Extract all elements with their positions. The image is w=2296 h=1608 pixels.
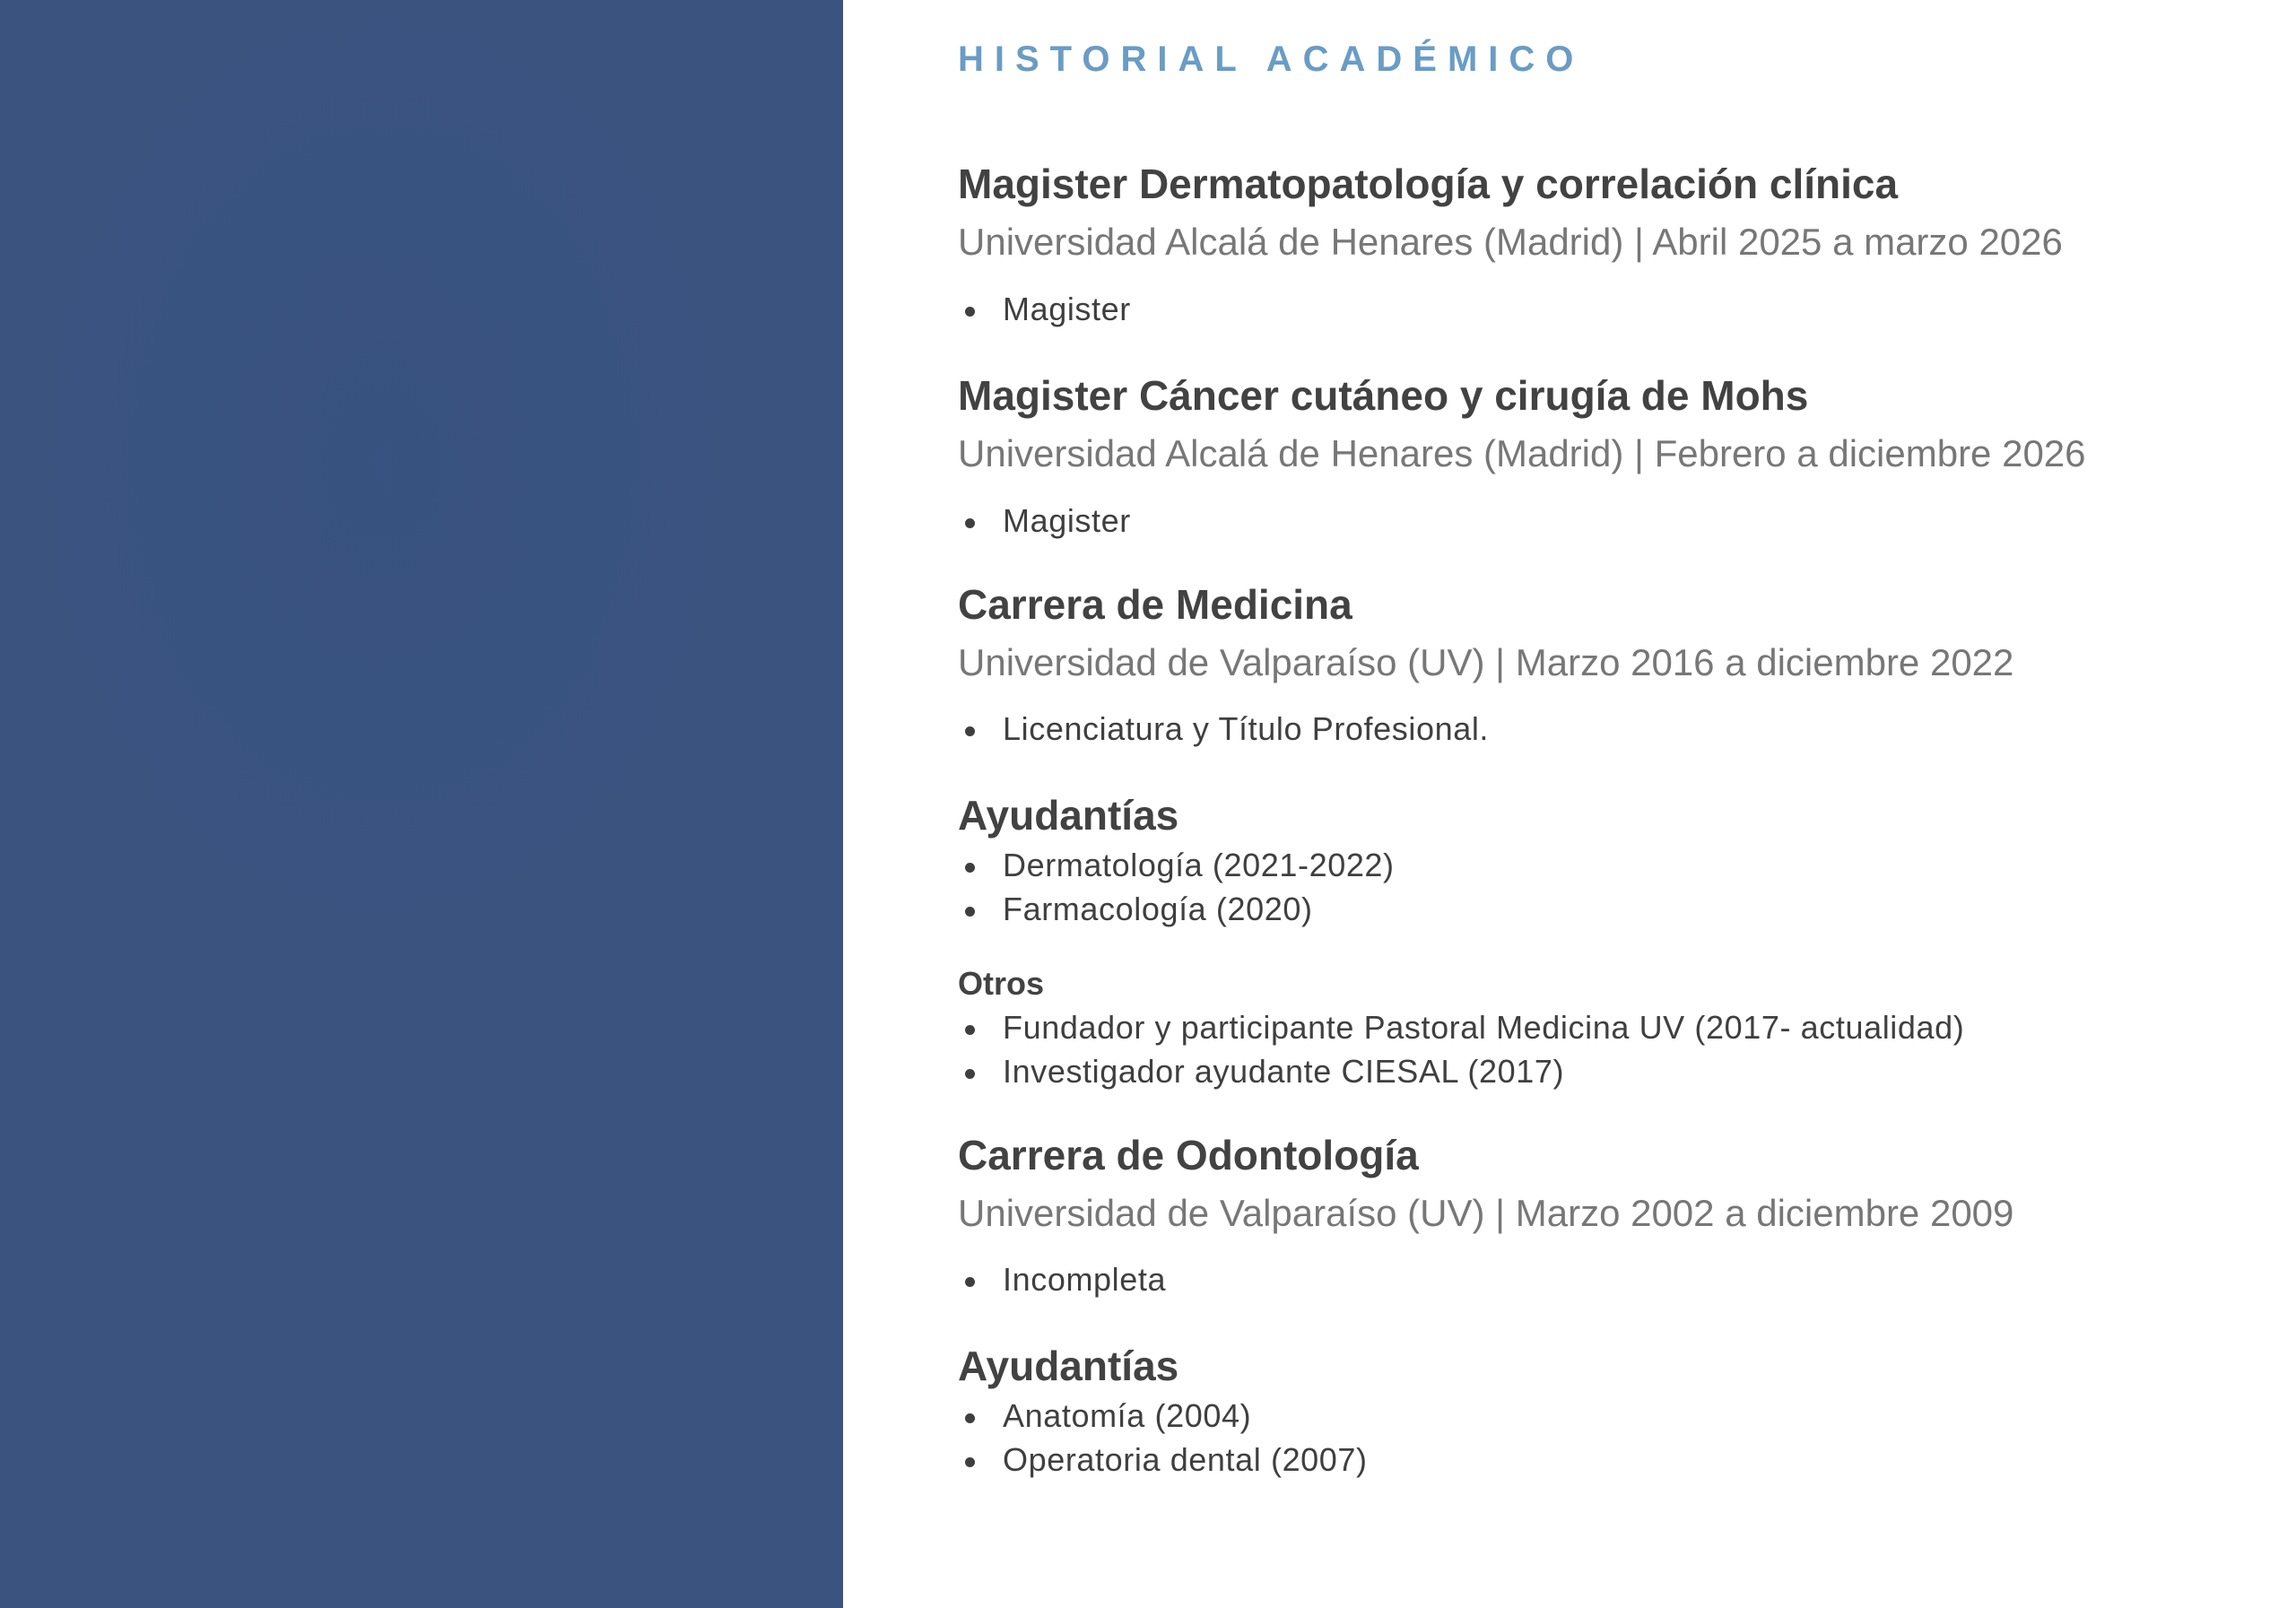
list-item-text: Investigador ayudante CIESAL (2017) xyxy=(1003,1053,1565,1090)
entry-subtitle: Universidad Alcalá de Henares (Madrid) | Abril 2025 a marzo 2026 xyxy=(958,221,2063,263)
bullet-icon xyxy=(965,1457,975,1467)
list-item-text: Magister xyxy=(1003,502,1131,539)
list-item-text: Farmacología (2020) xyxy=(1003,891,1313,927)
entry-title: Ayudantías xyxy=(958,1343,1179,1389)
bullet-icon xyxy=(965,1069,975,1079)
subsection-title: Otros xyxy=(958,965,1045,1002)
list-item-text: Dermatología (2021-2022) xyxy=(1003,847,1395,883)
sidebar-shade xyxy=(36,0,807,1031)
entry-subtitle: Universidad de Valparaíso (UV) | Marzo 2002 a diciembre 2009 xyxy=(958,1192,2014,1234)
bullet-icon xyxy=(965,1277,975,1287)
sidebar-panel xyxy=(0,0,843,1608)
bullet-icon xyxy=(965,518,975,528)
entry-title: Ayudantías xyxy=(958,792,1179,839)
bullet-icon xyxy=(965,863,975,873)
entry-subtitle: Universidad de Valparaíso (UV) | Marzo 2016 a diciembre 2022 xyxy=(958,641,2014,683)
bullet-icon xyxy=(965,307,975,317)
bullet-icon xyxy=(965,1025,975,1035)
list-item-text: Licenciatura y Título Profesional. xyxy=(1003,710,1490,747)
entry-title: Carrera de Medicina xyxy=(958,581,1352,628)
bullet-icon xyxy=(965,726,975,736)
list-item-text: Anatomía (2004) xyxy=(1003,1397,1252,1434)
list-item-text: Magister xyxy=(1003,291,1131,327)
bullet-icon xyxy=(965,1413,975,1423)
list-item-text: Incompleta xyxy=(1003,1261,1167,1298)
entry-title: Magister Cáncer cutáneo y cirugía de Mohs xyxy=(958,372,1809,419)
entry-title: Magister Dermatopatología y correlación clínica xyxy=(958,161,1899,207)
list-item-text: Operatoria dental (2007) xyxy=(1003,1441,1368,1478)
list-item-text: Fundador y participante Pastoral Medicina UV (2017- actualidad) xyxy=(1003,1009,1965,1046)
bullet-icon xyxy=(965,907,975,917)
entry-title: Carrera de Odontología xyxy=(958,1132,1419,1178)
entry-subtitle: Universidad Alcalá de Henares (Madrid) | Febrero a diciembre 2026 xyxy=(958,432,2086,474)
section-title: HISTORIAL ACADÉMICO xyxy=(958,39,1585,79)
